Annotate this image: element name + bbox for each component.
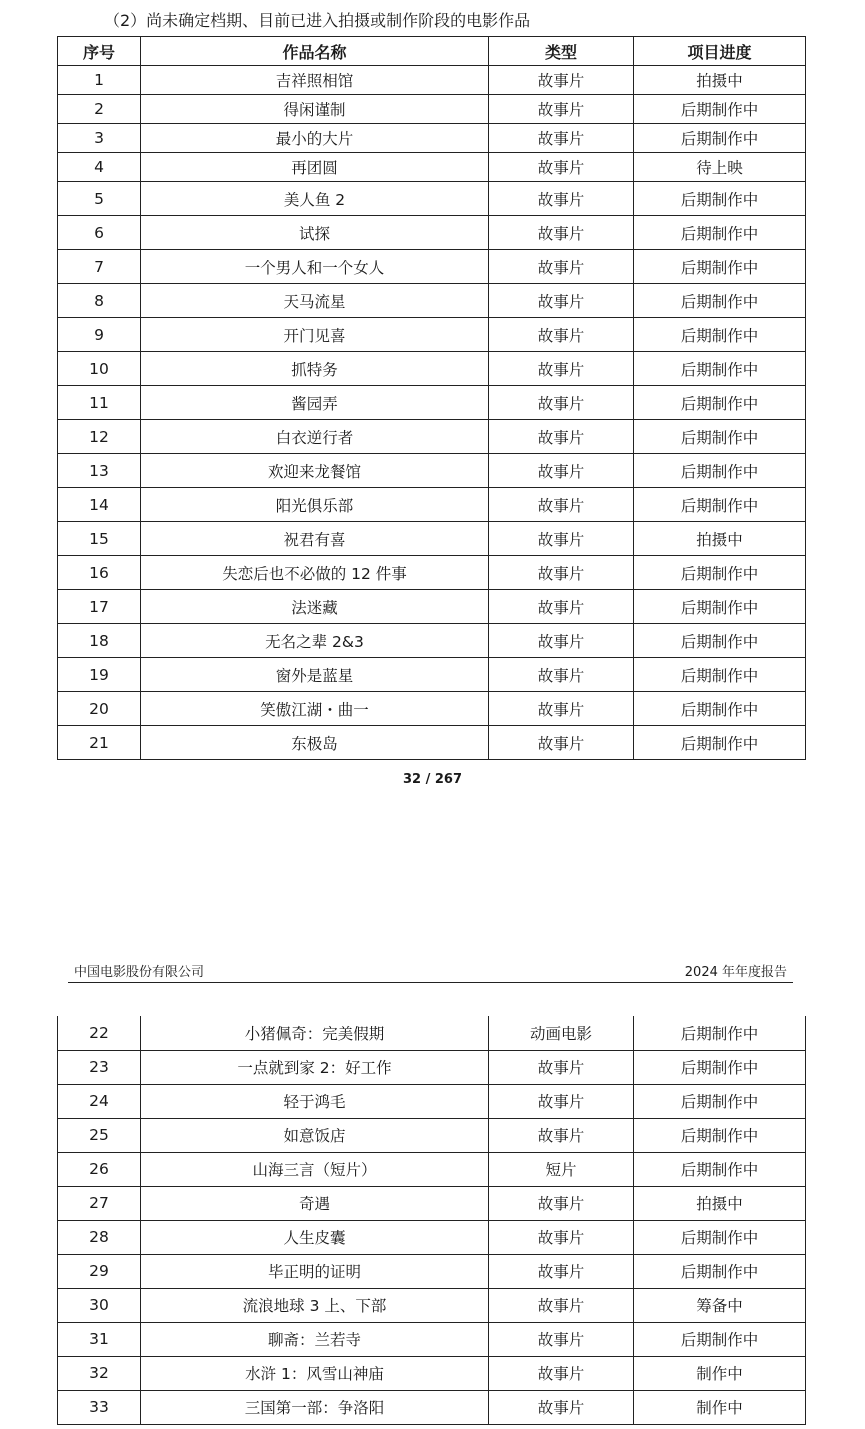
cell-number: 27 <box>58 1186 141 1220</box>
table-row <box>58 182 806 216</box>
cell-number: 19 <box>58 658 141 692</box>
cell-type: 故事片 <box>489 726 634 760</box>
cell-number: 7 <box>58 250 141 284</box>
cell-progress: 拍摄中 <box>634 66 806 95</box>
cell-type: 故事片 <box>489 386 634 420</box>
cell-title: 美人鱼 2 <box>141 182 489 216</box>
running-header <box>68 958 793 983</box>
cell-number: 32 <box>58 1356 141 1390</box>
table-body-part2 <box>58 1016 806 1424</box>
cell-title: 笑傲江湖・曲一 <box>141 692 489 726</box>
cell-progress: 后期制作中 <box>634 182 806 216</box>
table-row <box>58 556 806 590</box>
cell-title: 再团圆 <box>141 153 489 182</box>
table-row <box>58 1152 806 1186</box>
table-row <box>58 658 806 692</box>
cell-progress: 后期制作中 <box>634 318 806 352</box>
table-row <box>58 1254 806 1288</box>
cell-title: 天马流星 <box>141 284 489 318</box>
cell-title: 吉祥照相馆 <box>141 66 489 95</box>
table-row <box>58 726 806 760</box>
cell-type: 故事片 <box>489 95 634 124</box>
cell-progress: 后期制作中 <box>634 556 806 590</box>
cell-number: 12 <box>58 420 141 454</box>
table-row <box>58 692 806 726</box>
cell-progress: 后期制作中 <box>634 352 806 386</box>
cell-type: 故事片 <box>489 1254 634 1288</box>
table-row <box>58 1118 806 1152</box>
cell-type: 故事片 <box>489 1084 634 1118</box>
cell-type: 故事片 <box>489 1322 634 1356</box>
cell-title: 轻于鸿毛 <box>141 1084 489 1118</box>
cell-number: 17 <box>58 590 141 624</box>
cell-type: 故事片 <box>489 153 634 182</box>
cell-type: 故事片 <box>489 556 634 590</box>
table-header-row <box>58 37 806 66</box>
cell-title: 得闲谨制 <box>141 95 489 124</box>
cell-number: 16 <box>58 556 141 590</box>
table-row <box>58 488 806 522</box>
header-progress: 项目进度 <box>634 37 806 66</box>
cell-type: 故事片 <box>489 1186 634 1220</box>
table-row <box>58 1016 806 1050</box>
cell-progress: 后期制作中 <box>634 1118 806 1152</box>
cell-number: 18 <box>58 624 141 658</box>
table-body-part1 <box>58 66 806 760</box>
table-row <box>58 1186 806 1220</box>
cell-progress: 制作中 <box>634 1356 806 1390</box>
table-row <box>58 454 806 488</box>
cell-title: 阳光俱乐部 <box>141 488 489 522</box>
cell-type: 故事片 <box>489 284 634 318</box>
cell-type: 故事片 <box>489 1118 634 1152</box>
cell-title: 水浒 1：风雪山神庙 <box>141 1356 489 1390</box>
table-row <box>58 386 806 420</box>
cell-type: 故事片 <box>489 488 634 522</box>
cell-number: 22 <box>58 1016 141 1050</box>
cell-number: 9 <box>58 318 141 352</box>
cell-title: 最小的大片 <box>141 124 489 153</box>
table-row <box>58 420 806 454</box>
table-row <box>58 250 806 284</box>
cell-number: 20 <box>58 692 141 726</box>
cell-progress: 待上映 <box>634 153 806 182</box>
table-row <box>58 624 806 658</box>
movie-table-part1 <box>57 36 806 760</box>
table-row <box>58 318 806 352</box>
cell-title: 试探 <box>141 216 489 250</box>
cell-number: 10 <box>58 352 141 386</box>
table-row <box>58 153 806 182</box>
table-row <box>58 1390 806 1424</box>
cell-number: 4 <box>58 153 141 182</box>
cell-title: 流浪地球 3 上、下部 <box>141 1288 489 1322</box>
movie-table-part2 <box>57 1016 806 1425</box>
cell-progress: 后期制作中 <box>634 692 806 726</box>
cell-number: 25 <box>58 1118 141 1152</box>
table-row <box>58 124 806 153</box>
cell-title: 三国第一部：争洛阳 <box>141 1390 489 1424</box>
cell-number: 21 <box>58 726 141 760</box>
cell-number: 23 <box>58 1050 141 1084</box>
cell-progress: 后期制作中 <box>634 420 806 454</box>
cell-title: 无名之辈 2&3 <box>141 624 489 658</box>
table-row <box>58 590 806 624</box>
table-row <box>58 284 806 318</box>
cell-type: 故事片 <box>489 1356 634 1390</box>
cell-type: 故事片 <box>489 1390 634 1424</box>
cell-title: 聊斋：兰若寺 <box>141 1322 489 1356</box>
table-row <box>58 216 806 250</box>
cell-type: 故事片 <box>489 66 634 95</box>
cell-title: 白衣逆行者 <box>141 420 489 454</box>
cell-title: 祝君有喜 <box>141 522 489 556</box>
cell-progress: 后期制作中 <box>634 624 806 658</box>
cell-title: 东极岛 <box>141 726 489 760</box>
cell-progress: 后期制作中 <box>634 250 806 284</box>
cell-progress: 后期制作中 <box>634 1050 806 1084</box>
cell-title: 开门见喜 <box>141 318 489 352</box>
cell-type: 故事片 <box>489 318 634 352</box>
cell-progress: 后期制作中 <box>634 284 806 318</box>
cell-type: 故事片 <box>489 624 634 658</box>
cell-type: 故事片 <box>489 352 634 386</box>
cell-type: 故事片 <box>489 522 634 556</box>
cell-number: 26 <box>58 1152 141 1186</box>
cell-progress: 后期制作中 <box>634 590 806 624</box>
cell-progress: 拍摄中 <box>634 522 806 556</box>
cell-type: 故事片 <box>489 692 634 726</box>
cell-type: 故事片 <box>489 420 634 454</box>
cell-title: 欢迎来龙餐馆 <box>141 454 489 488</box>
cell-progress: 制作中 <box>634 1390 806 1424</box>
cell-type: 动画电影 <box>489 1016 634 1050</box>
cell-number: 28 <box>58 1220 141 1254</box>
table-row <box>58 1356 806 1390</box>
report-title: 2024 年年度报告 <box>684 965 787 980</box>
cell-type: 故事片 <box>489 250 634 284</box>
cell-number: 31 <box>58 1322 141 1356</box>
cell-title: 人生皮囊 <box>141 1220 489 1254</box>
cell-progress: 后期制作中 <box>634 1322 806 1356</box>
cell-title: 一点就到家 2：好工作 <box>141 1050 489 1084</box>
cell-title: 山海三言（短片） <box>141 1152 489 1186</box>
cell-title: 失恋后也不必做的 12 件事 <box>141 556 489 590</box>
cell-progress: 筹备中 <box>634 1288 806 1322</box>
cell-title: 奇遇 <box>141 1186 489 1220</box>
cell-progress: 后期制作中 <box>634 1084 806 1118</box>
section-title: （2）尚未确定档期、目前已进入拍摄或制作阶段的电影作品 <box>104 11 531 30</box>
cell-progress: 后期制作中 <box>634 124 806 153</box>
company-name: 中国电影股份有限公司 <box>74 965 205 980</box>
table-row <box>58 1288 806 1322</box>
cell-title: 小猪佩奇：完美假期 <box>141 1016 489 1050</box>
cell-progress: 后期制作中 <box>634 1254 806 1288</box>
cell-progress: 后期制作中 <box>634 1152 806 1186</box>
cell-progress: 后期制作中 <box>634 488 806 522</box>
cell-number: 14 <box>58 488 141 522</box>
table-row <box>58 66 806 95</box>
cell-type: 故事片 <box>489 1050 634 1084</box>
cell-number: 3 <box>58 124 141 153</box>
cell-title: 窗外是蓝星 <box>141 658 489 692</box>
cell-progress: 后期制作中 <box>634 454 806 488</box>
cell-progress: 后期制作中 <box>634 95 806 124</box>
cell-type: 故事片 <box>489 216 634 250</box>
cell-number: 6 <box>58 216 141 250</box>
cell-type: 故事片 <box>489 590 634 624</box>
cell-number: 11 <box>58 386 141 420</box>
cell-type: 短片 <box>489 1152 634 1186</box>
table-row <box>58 95 806 124</box>
cell-progress: 拍摄中 <box>634 1186 806 1220</box>
cell-title: 酱园弄 <box>141 386 489 420</box>
cell-title: 法迷藏 <box>141 590 489 624</box>
cell-progress: 后期制作中 <box>634 386 806 420</box>
table-row <box>58 1322 806 1356</box>
table-row <box>58 1050 806 1084</box>
cell-title: 抓特务 <box>141 352 489 386</box>
cell-type: 故事片 <box>489 124 634 153</box>
cell-number: 15 <box>58 522 141 556</box>
cell-number: 5 <box>58 182 141 216</box>
table-row <box>58 522 806 556</box>
cell-number: 13 <box>58 454 141 488</box>
cell-title: 如意饭店 <box>141 1118 489 1152</box>
header-number: 序号 <box>58 37 141 66</box>
table-row <box>58 1084 806 1118</box>
cell-number: 1 <box>58 66 141 95</box>
cell-type: 故事片 <box>489 454 634 488</box>
cell-progress: 后期制作中 <box>634 658 806 692</box>
cell-type: 故事片 <box>489 182 634 216</box>
cell-type: 故事片 <box>489 1220 634 1254</box>
table-row <box>58 352 806 386</box>
cell-title: 一个男人和一个女人 <box>141 250 489 284</box>
cell-number: 33 <box>58 1390 141 1424</box>
cell-progress: 后期制作中 <box>634 1220 806 1254</box>
cell-type: 故事片 <box>489 1288 634 1322</box>
page-number: 32 / 267 <box>402 772 463 787</box>
cell-number: 29 <box>58 1254 141 1288</box>
cell-progress: 后期制作中 <box>634 216 806 250</box>
cell-number: 30 <box>58 1288 141 1322</box>
header-title: 作品名称 <box>141 37 489 66</box>
cell-number: 24 <box>58 1084 141 1118</box>
header-type: 类型 <box>489 37 634 66</box>
cell-title: 毕正明的证明 <box>141 1254 489 1288</box>
cell-progress: 后期制作中 <box>634 726 806 760</box>
cell-number: 8 <box>58 284 141 318</box>
table-row <box>58 1220 806 1254</box>
cell-progress: 后期制作中 <box>634 1016 806 1050</box>
cell-number: 2 <box>58 95 141 124</box>
cell-type: 故事片 <box>489 658 634 692</box>
